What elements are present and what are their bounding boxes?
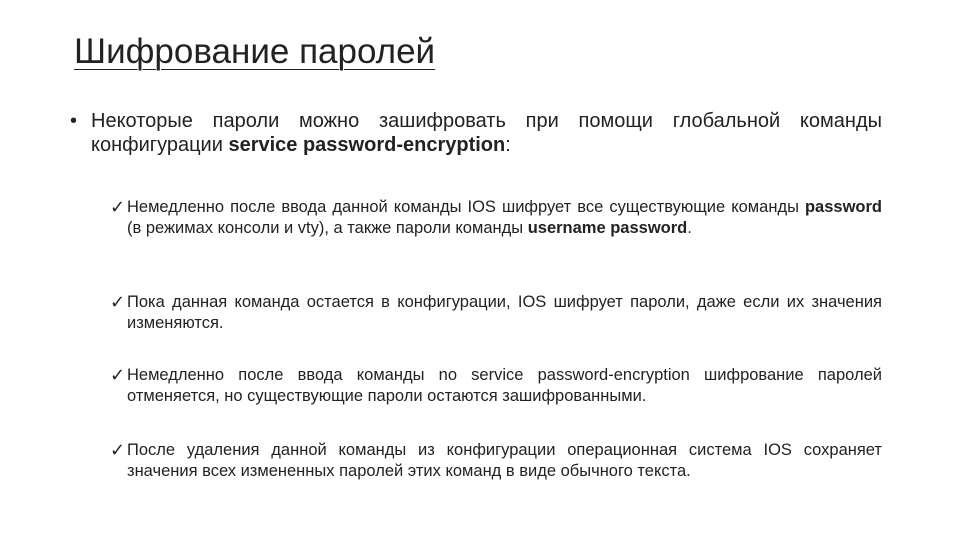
sub-point-1-bold-2: username password bbox=[527, 219, 688, 237]
sub-point-1-part-1: Немедленно после ввода данной команды IOS шифрует все существующие команды bbox=[127, 198, 805, 216]
sub-point-2 bbox=[110, 292, 882, 334]
slide-title: Шифрование паролей bbox=[74, 32, 436, 71]
sub-point-1-part-3: . bbox=[687, 219, 692, 237]
checkmark-icon: ✓ bbox=[110, 292, 126, 313]
sub-point-1-text bbox=[127, 197, 882, 239]
sub-point-1-bold-1: password bbox=[804, 198, 882, 216]
checkmark-icon: ✓ bbox=[110, 197, 126, 218]
sub-point-1 bbox=[110, 197, 882, 239]
main-text-before: Некоторые пароли можно зашифровать при помощи глобальной команды конфигурации bbox=[91, 110, 882, 156]
sub-point-3 bbox=[110, 365, 882, 407]
sub-point-3-text: Немедленно после ввода команды no service password-encryption шифрование паролей отменяется, но существующие пароли остаются зашифрованными. bbox=[127, 366, 882, 405]
checkmark-icon: ✓ bbox=[110, 365, 126, 386]
main-command: service password-encryption bbox=[228, 134, 506, 156]
checkmark-icon: ✓ bbox=[110, 440, 126, 461]
sub-point-4-text: После удаления данной команды из конфигурации операционная система IOS сохраняет значения всех измененных паролей этих команд в виде обычного текста. bbox=[127, 441, 882, 480]
main-bullet-text bbox=[91, 109, 882, 157]
sub-point-2-text: Пока данная команда остается в конфигурации, IOS шифрует пароли, даже если их значения изменяются. bbox=[127, 293, 882, 332]
main-text-after: : bbox=[505, 134, 511, 156]
sub-point-4 bbox=[110, 440, 882, 482]
bullet-dot-icon: • bbox=[70, 110, 78, 132]
main-bullet bbox=[70, 109, 882, 157]
sub-point-1-part-2: (в режимах консоли и vty), а также пароли команды bbox=[127, 219, 528, 237]
